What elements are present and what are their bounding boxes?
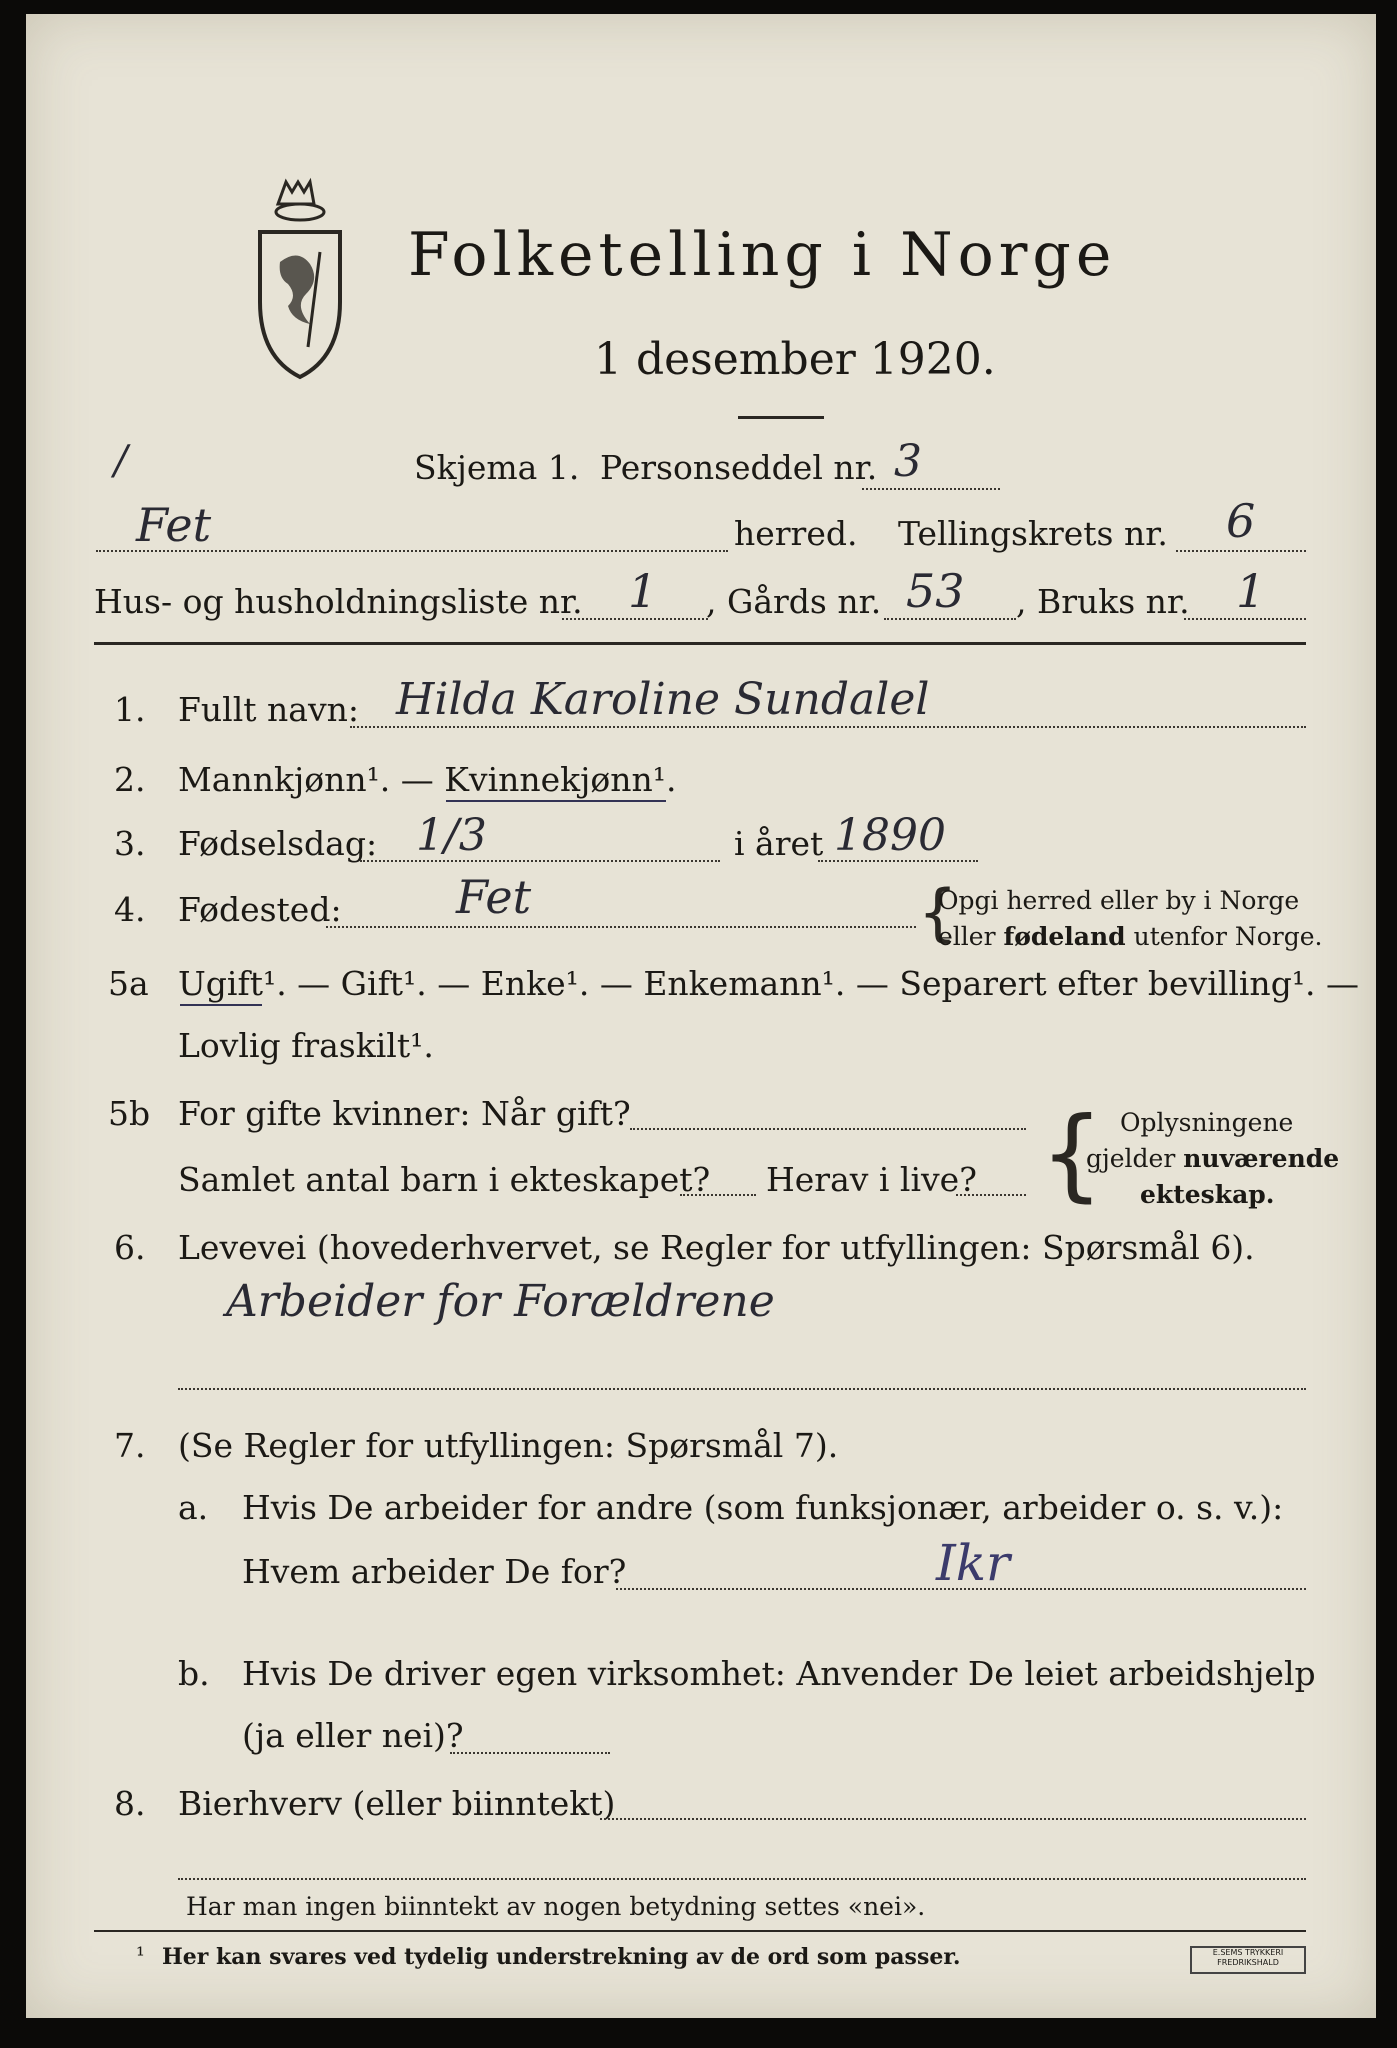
q7a-line2: Hvem arbeider De for? bbox=[242, 1552, 627, 1591]
husliste-label: Hus- og husholdningsliste nr. bbox=[94, 582, 583, 621]
q5a-status-options: Ugift¹. — Gift¹. — Enke¹. — Enkemann¹. — Separert efter bevilling¹. — bbox=[178, 964, 1360, 1003]
q2-sex-options: Mannkjønn¹. — Kvinnekjønn¹. bbox=[178, 760, 677, 799]
q3-birthday: 1/3 bbox=[416, 810, 487, 861]
tellingskrets-label: Tellingskrets nr. bbox=[898, 514, 1168, 553]
ugift-underline bbox=[180, 1004, 262, 1006]
q4-note-line2: eller fødeland utenfor Norge. bbox=[938, 922, 1323, 951]
q6-label: Levevei (hovederhvervet, se Regler for utfyllingen: Spørsmål 6). bbox=[178, 1228, 1255, 1267]
q8-label: Bierhverv (eller biinntekt) bbox=[178, 1784, 616, 1823]
q7b-number: b. bbox=[178, 1654, 210, 1693]
census-form bbox=[26, 14, 1376, 2018]
q7a-line1: Hvis De arbeider for andre (som funksjonær, arbeider o. s. v.): bbox=[242, 1488, 1284, 1527]
q7-number: 7. bbox=[114, 1426, 146, 1465]
coat-of-arms-icon bbox=[248, 172, 348, 392]
q5b-note-line2: gjelder nuværende bbox=[1086, 1144, 1340, 1173]
q8-note: Har man ingen biinntekt av nogen betydning settes «nei». bbox=[186, 1892, 926, 1921]
q7-label: (Se Regler for utfyllingen: Spørsmål 7). bbox=[178, 1426, 839, 1465]
husliste-value: 1 bbox=[628, 564, 658, 618]
q8-number: 8. bbox=[114, 1784, 146, 1823]
q1-full-name: Hilda Karoline Sundalel bbox=[396, 674, 930, 725]
footnote-text: Her kan svares ved tydelig understrekning av de ord som passer. bbox=[162, 1944, 961, 1970]
q7a-employer: Ikr bbox=[936, 1534, 1010, 1592]
q5b-brace: { bbox=[1040, 1095, 1104, 1212]
printer-stamp: E.SEMS TRYKKERI FREDRIKSHALD bbox=[1190, 1946, 1306, 1974]
q7b-line1: Hvis De driver egen virksomhet: Anvender De leiet arbeidshjelp bbox=[242, 1654, 1316, 1693]
q6-number: 6. bbox=[114, 1228, 146, 1267]
q4-birthplace: Fet bbox=[456, 870, 532, 924]
personseddel-value: 3 bbox=[894, 436, 922, 487]
q5b-number: 5b bbox=[108, 1094, 151, 1133]
q5a-number: 5a bbox=[108, 964, 149, 1003]
footnote-number: ¹ bbox=[136, 1944, 145, 1969]
q1-number: 1. bbox=[114, 690, 146, 729]
personseddel-label: Personseddel nr. bbox=[600, 448, 878, 487]
schema-label: Skjema 1. bbox=[414, 448, 580, 487]
census-date: 1 desember 1920. bbox=[594, 334, 996, 385]
q4-note-line1: Opgi herred eller by i Norge bbox=[938, 886, 1300, 915]
herred-value: Fet bbox=[136, 498, 212, 552]
header-rule bbox=[94, 642, 1306, 645]
q4-label: Fødested: bbox=[178, 890, 342, 929]
q5b-children-alive: Herav i live? bbox=[766, 1160, 977, 1199]
gaards-label: , Gårds nr. bbox=[706, 582, 882, 621]
bruks-label: , Bruks nr. bbox=[1016, 582, 1190, 621]
q5a-status-options-line2: Lovlig fraskilt¹. bbox=[178, 1026, 434, 1065]
q1-label: Fullt navn: bbox=[178, 690, 359, 729]
q3-year-label: i året bbox=[734, 824, 824, 863]
kvinnekjonn-underline bbox=[446, 800, 666, 802]
herred-label: herred. bbox=[734, 514, 858, 553]
q3-number: 3. bbox=[114, 824, 146, 863]
q6-occupation: Arbeider for Forældrene bbox=[226, 1276, 775, 1327]
q4-brace: { bbox=[918, 876, 958, 949]
q2-number: 2. bbox=[114, 760, 146, 799]
q7a-number: a. bbox=[178, 1488, 209, 1527]
tellingskrets-value: 6 bbox=[1226, 494, 1256, 548]
q5b-when-married: For gifte kvinner: Når gift? bbox=[178, 1094, 631, 1133]
q7b-line2: (ja eller nei)? bbox=[242, 1716, 464, 1755]
q3-birth-year: 1890 bbox=[834, 810, 946, 861]
q3-label: Fødselsdag: bbox=[178, 824, 378, 863]
bruks-value: 1 bbox=[1236, 564, 1266, 618]
form-title: Folketelling i Norge bbox=[408, 220, 1117, 290]
q4-number: 4. bbox=[114, 890, 146, 929]
mark-scribble: / bbox=[114, 438, 128, 484]
q5b-note-line3: ekteskap. bbox=[1140, 1180, 1275, 1209]
footer-rule bbox=[94, 1930, 1306, 1932]
q5b-note-line1: Oplysningene bbox=[1120, 1108, 1294, 1137]
title-divider bbox=[738, 416, 824, 419]
q5b-children-total: Samlet antal barn i ekteskapet? bbox=[178, 1160, 711, 1199]
gaards-value: 53 bbox=[906, 564, 965, 618]
